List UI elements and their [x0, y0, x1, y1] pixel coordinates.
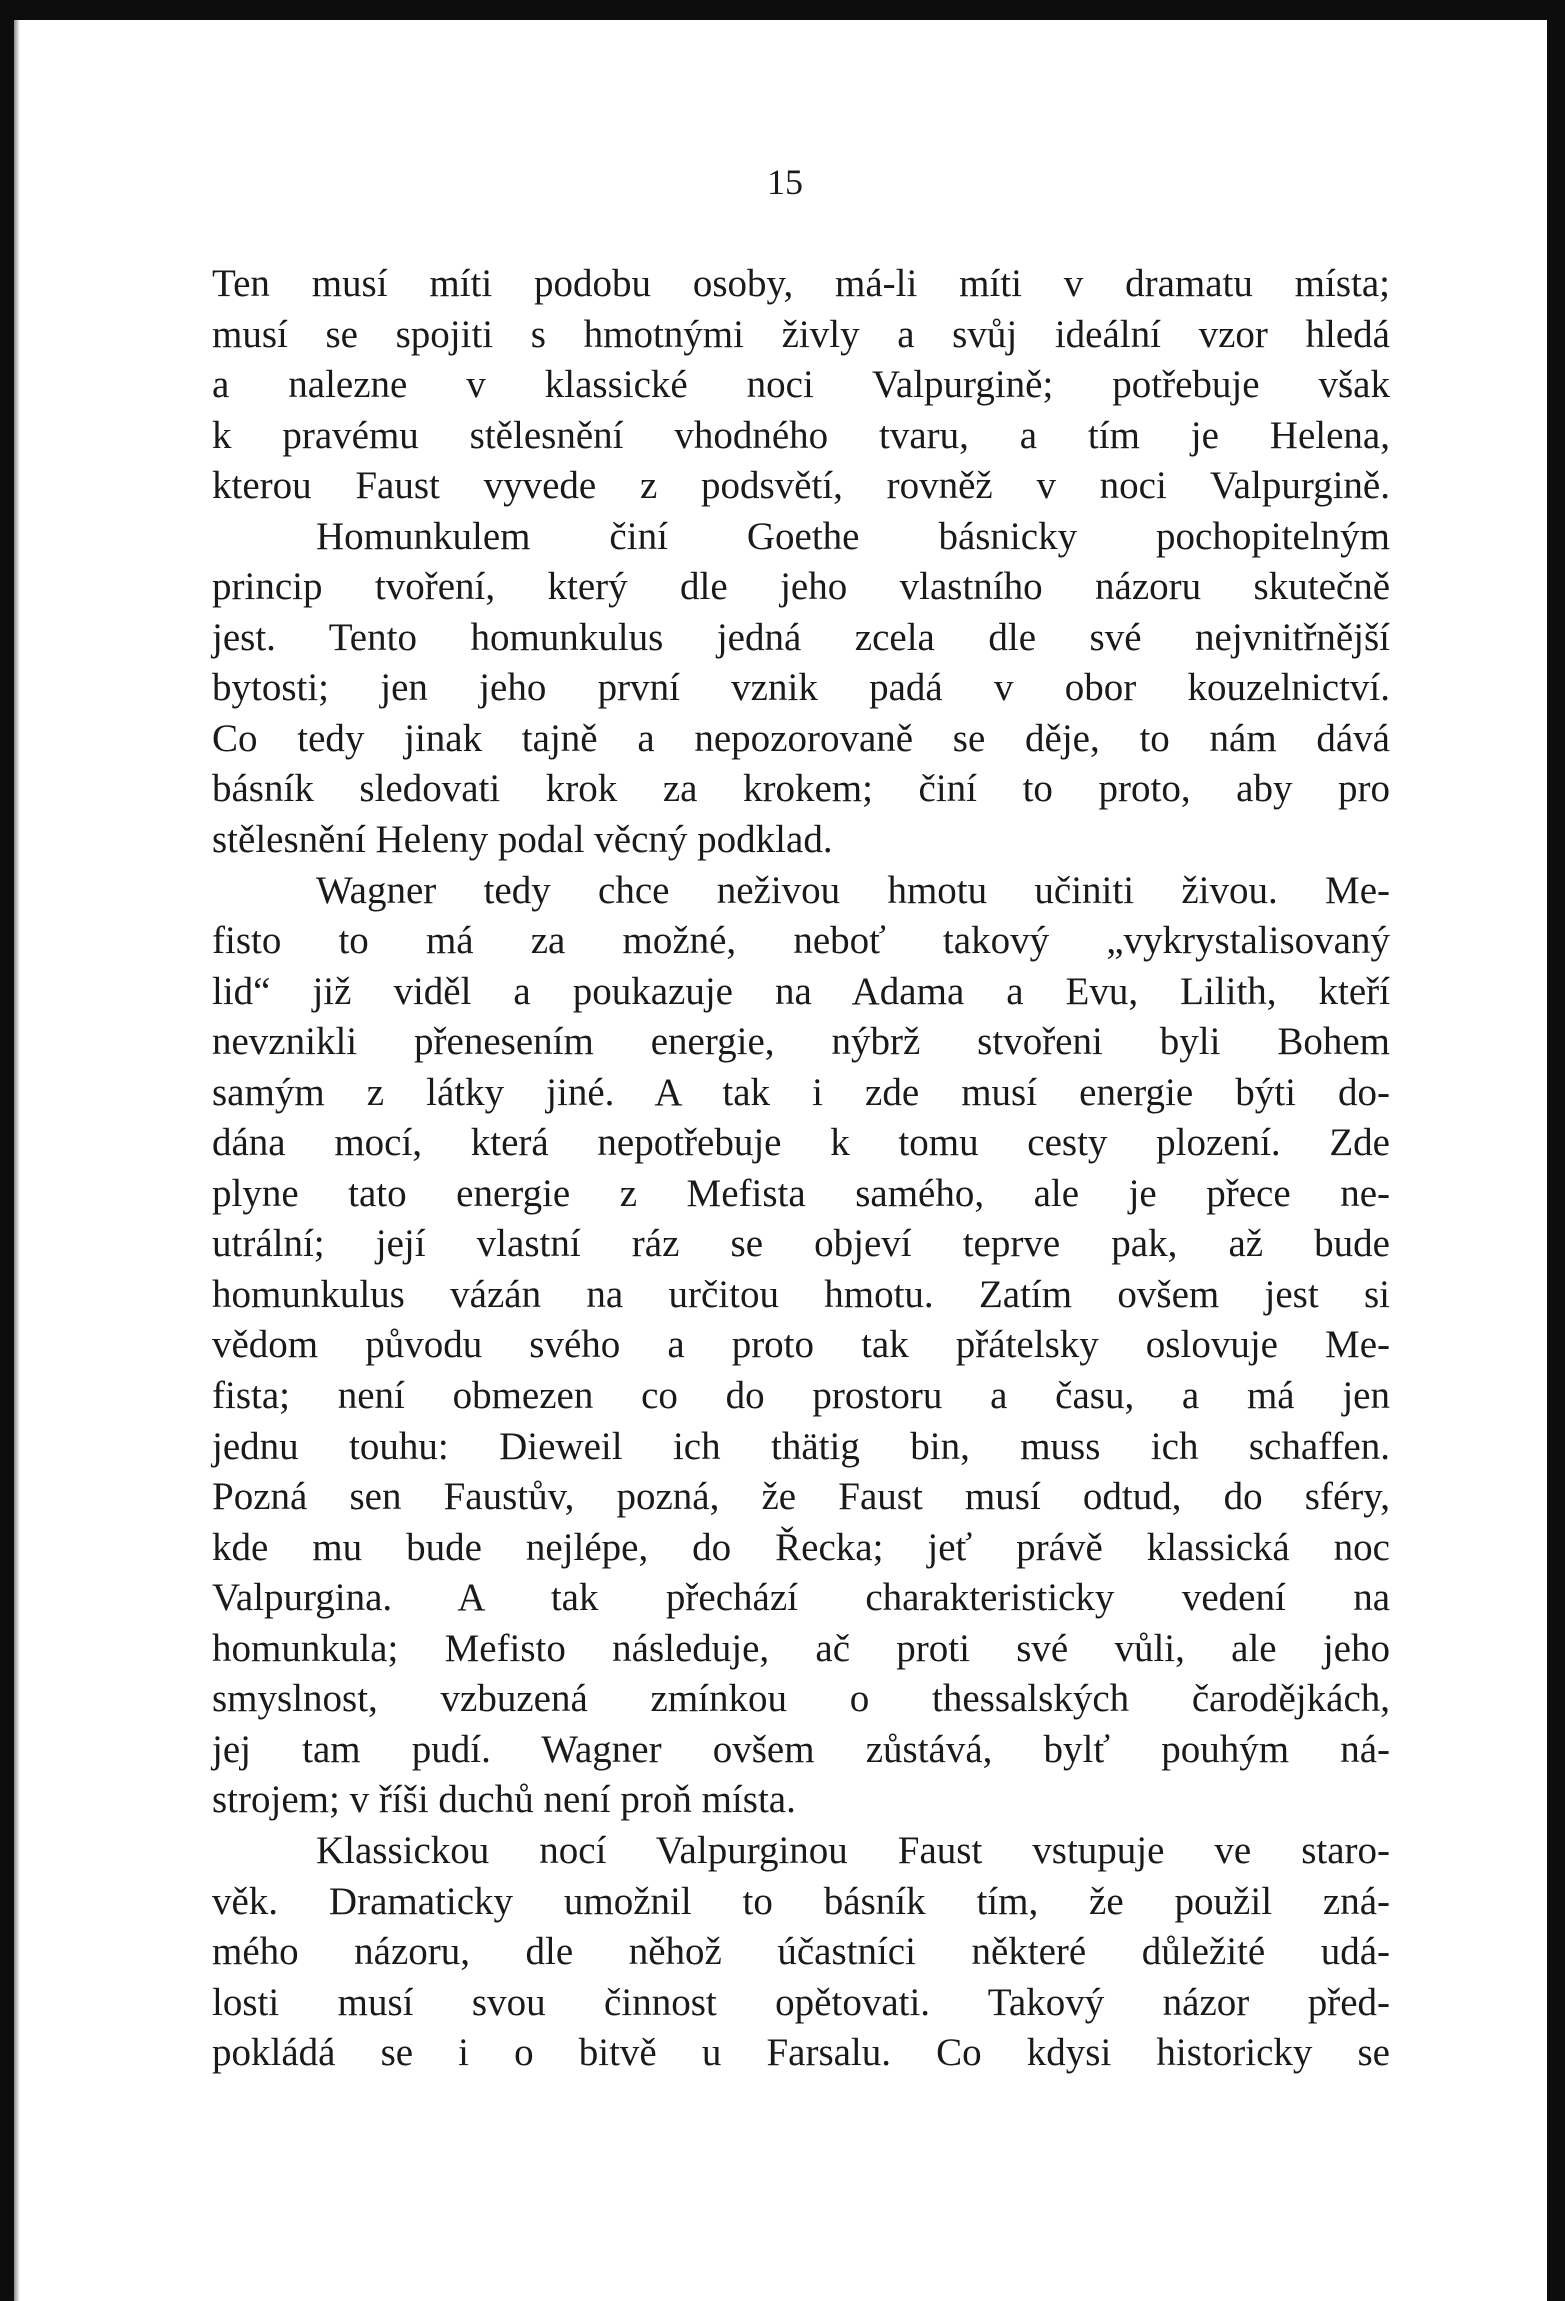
text-line: homunkulus vázán na určitou hmotu. Zatím ovšem jest si: [212, 1272, 1390, 1316]
body-text: [212, 259, 1390, 2079]
text-line: kterou Faust vyvede z podsvětí, rovněž v noci Valpurgině.: [212, 464, 1390, 508]
text-line: strojem; v říši duchů není proň místa.: [212, 1778, 796, 1822]
text-line: bytosti; jen jeho první vznik padá v obor kouzelnictví.: [212, 666, 1390, 710]
text-line: princip tvoření, který dle jeho vlastního názoru skutečně: [212, 565, 1390, 609]
text-line: kde mu bude nejlépe, do Řecka; jeť právě klassická noc: [212, 1525, 1390, 1569]
text-line: homunkula; Mefisto následuje, ač proti své vůli, ale jeho: [212, 1626, 1390, 1670]
text-line: Ten musí míti podobu osoby, má-li míti v dramatu místa;: [212, 262, 1390, 305]
text-line: stělesnění Heleny podal věcný podklad.: [212, 818, 833, 862]
scan-gutter-shadow: [14, 20, 20, 2301]
text-line: pokládá se i o bitvě u Farsalu. Co kdysi historicky se: [212, 2031, 1390, 2075]
text-line: Wagner tedy chce neživou hmotu učiniti živou. Me-: [316, 868, 1390, 912]
text-line: Valpurgina. A tak přechází charakteristicky vedení na: [212, 1576, 1390, 1620]
text-line: nevznikli přenesením energie, nýbrž stvořeni byli Bohem: [212, 1020, 1390, 1064]
page-number: 15: [767, 162, 803, 202]
text-line: losti musí svou činnost opětovati. Takový názor před-: [212, 1980, 1390, 2024]
text-line: Klassickou nocí Valpurginou Faust vstupuje ve staro-: [316, 1828, 1390, 1872]
text-line: dána mocí, která nepotřebuje k tomu cesty plození. Zde: [212, 1121, 1390, 1165]
text-line: básník sledovati krok za krokem; činí to proto, aby pro: [212, 767, 1390, 811]
text-line: plyne tato energie z Mefista samého, ale je přece ne-: [212, 1171, 1390, 1215]
text-line: jednu touhu: Dieweil ich thätig bin, muss ich schaffen.: [212, 1424, 1390, 1468]
text-line: samým z látky jiné. A tak i zde musí energie býti do-: [212, 1070, 1390, 1114]
text-line: fisto to má za možné, neboť takový „vykrystalisovaný: [212, 919, 1390, 963]
text-line: jej tam pudí. Wagner ovšem zůstává, bylť pouhým ná-: [212, 1727, 1390, 1771]
text-line: vědom původu svého a proto tak přátelsky oslovuje Me-: [212, 1323, 1390, 1367]
scan-top-border: [0, 0, 1565, 20]
text-line: k pravému stělesnění vhodného tvaru, a tím je Helena,: [212, 413, 1390, 457]
text-line: utrální; její vlastní ráz se objeví teprve pak, až bude: [212, 1222, 1390, 1266]
text-line: mého názoru, dle něhož účastníci některé důležité udá-: [212, 1930, 1390, 1974]
text-line: jest. Tento homunkulus jedná zcela dle své nejvnitřnější: [212, 615, 1390, 659]
text-line: Pozná sen Faustův, pozná, že Faust musí odtud, do sféry,: [212, 1475, 1390, 1519]
scan-left-border: [0, 0, 14, 2301]
text-line: fista; není obmezen co do prostoru a času, a má jen: [212, 1374, 1390, 1418]
text-line: Co tedy jinak tajně a nepozorovaně se děje, to nám dává: [212, 716, 1390, 760]
text-line: a nalezne v klassické noci Valpurgině; potřebuje však: [212, 363, 1390, 407]
text-line: musí se spojiti s hmotnými živly a svůj ideální vzor hledá: [212, 312, 1390, 356]
text-line: Homunkulem činí Goethe básnicky pochopitelným: [316, 514, 1390, 558]
scan-right-border: [1547, 0, 1565, 2301]
text-line: věk. Dramaticky umožnil to básník tím, že použil zná-: [212, 1879, 1390, 1923]
text-line: smyslnost, vzbuzená zmínkou o thessalských čarodějkách,: [212, 1677, 1390, 1721]
text-line: lid“ již viděl a poukazuje na Adama a Evu, Lilith, kteří: [212, 969, 1390, 1013]
